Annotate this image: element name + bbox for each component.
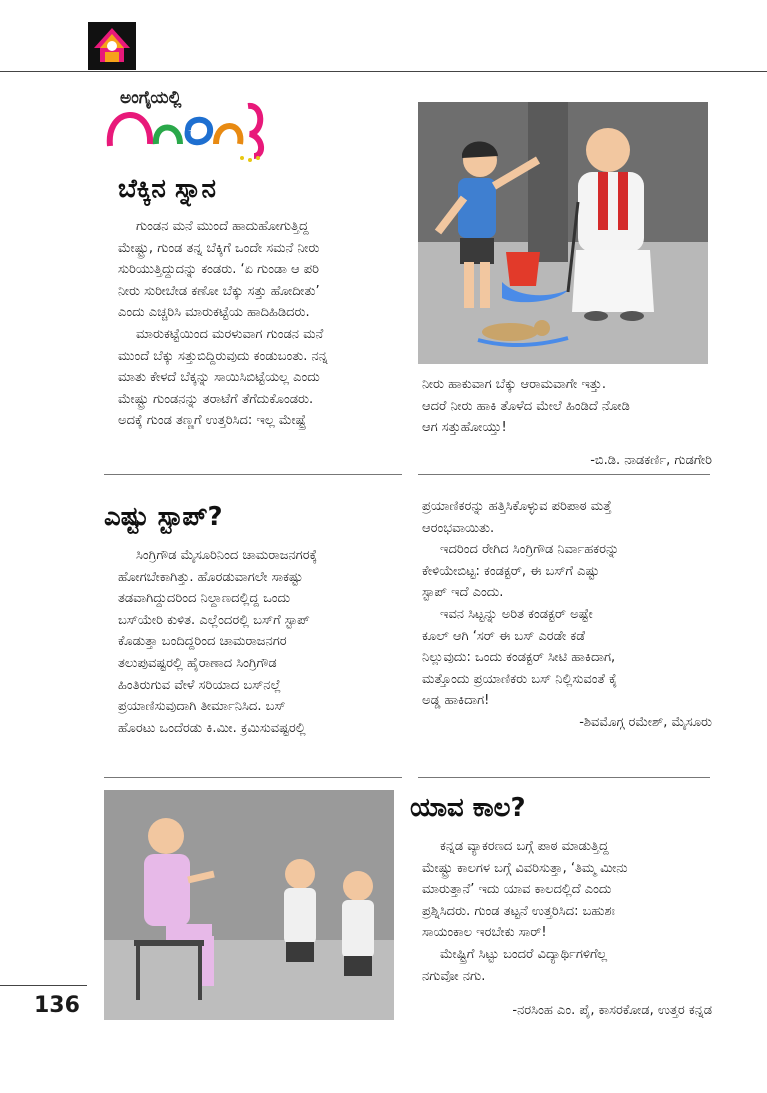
story2-body-left [118, 545, 400, 739]
masthead-small-title: ಅಂಗೈಯಲ್ಲಿ [120, 88, 182, 108]
text-line: ಕೇಳಿಯೇಬಿಟ್ಟ: ಕಂಡಕ್ಟರ್, ಈ ಬಸ್‌ಗೆ ಎಷ್ಟು [422, 563, 600, 579]
column-masthead [104, 86, 274, 166]
text-line: ತಲುಪುವಷ್ಟರಲ್ಲಿ ಹೈರಾಣಾದ ಸಿಂಗ್ರಿಗೌಡ [118, 655, 277, 671]
story1-illustration [418, 102, 708, 364]
text-line: ಇವನ ಸಿಟ್ಟನ್ನು ಅರಿತ ಕಂಡಕ್ಟರ್ ಅಷ್ಟೇ [440, 606, 593, 622]
text-line: ಇದರಿಂದ ರೇಗಿದ ಸಿಂಗ್ರಿಗೌಡ ನಿರ್ವಾಹಕರನ್ನು [440, 542, 620, 558]
header-rule [0, 71, 767, 72]
text-line: ನೀರು ಸುರೀಬೇಡ ಕಣೋ ಬೆಕ್ಕು ಸತ್ತು ಹೋದೀತು’ [118, 283, 320, 299]
text-line: ಮೇಷ್ಟ್ರಿಗೆ ಸಿಟ್ಟು ಬಂದರೆ ವಿದ್ಯಾರ್ಥಿಗಳಿಗೆಲ್ಲ [440, 946, 608, 962]
text-line: ಮೇಷ್ಟ್ರು ಗುಂಡನನ್ನು ತರಾಟೆಗೆ ತೆಗೆದುಕೊಂಡರು. [118, 391, 314, 407]
house-logo-icon [88, 22, 136, 70]
divider [418, 474, 710, 475]
story1-title: ಬೆಕ್ಕಿನ ಸ್ನಾನ [118, 174, 216, 204]
divider [104, 777, 402, 778]
story2-title: ಎಷ್ಟು ಸ್ಟಾಪ್? [104, 502, 223, 532]
text-line: ಸಿಂಗ್ರಿಗೌಡ ಮೈಸೂರಿನಿಂದ ಚಾಮರಾಜನಗರಕ್ಕೆ [136, 548, 318, 563]
text-line: ಮಾತು ಕೇಳದೆ ಬೆಕ್ಕನ್ನು ಸಾಯಿಸಿಬಿಟ್ಟೆಯಲ್ಲ ಎಂದು [118, 370, 320, 386]
story1-credit: -ಬಿ.ಡಿ. ನಾಡಕರ್ಣಿ, ಗುಡಗೇರಿ [590, 453, 712, 468]
text-line: ಕನ್ನಡ ವ್ಯಾಕರಣದ ಬಗ್ಗೆ ಪಾಠ ಮಾಡುತ್ತಿದ್ದ [440, 839, 609, 854]
text-line: ಬಸ್‌ಯೇರಿ ಕುಳಿತ. ಎಲ್ಲೆಂದರಲ್ಲಿ ಬಸ್‌ಗೆ ಸ್ಟಾಪ್ [118, 612, 310, 628]
magazine-logo [88, 22, 136, 70]
story3-illustration [104, 790, 394, 1020]
divider [104, 474, 402, 475]
text-line: ಮುಂದೆ ಬೆಕ್ಕು ಸತ್ತುಬಿದ್ದಿರುವುದು ಕಂಡುಬಂತು. ನನ್ನ [118, 348, 328, 364]
page-number-rule [0, 985, 87, 986]
text-line: ಆರಂಭವಾಯಿತು. [422, 520, 495, 536]
story3-body [422, 836, 712, 987]
divider [418, 777, 710, 778]
text-line: ಹಿಂತಿರುಗುವ ವೇಳೆ ಸರಿಯಾದ ಬಸ್‌ನಲ್ಲೆ [118, 677, 282, 693]
text-line: ಆಗ ಸತ್ತುಹೋಯ್ತು! [422, 420, 507, 436]
text-line: ಆದರೆ ನೀರು ಹಾಕಿ ತೊಳೆದ ಮೇಲೆ ಹಿಂಡಿದೆ ನೋಡಿ [422, 398, 630, 414]
text-line: ಸಾಯಂಕಾಲ ಇರಬೇಕು ಸಾರ್! [422, 925, 547, 941]
story3-credit: -ನರಸಿಂಹ ಎಂ. ಪೈ, ಕಾಸರಕೋಡ, ಉತ್ತರ ಕನ್ನಡ [512, 1003, 712, 1018]
text-line: ನಗುವೋ ನಗು. [422, 968, 486, 984]
text-line: ನೀರು ಹಾಕುವಾಗ ಬೆಕ್ಕು ಆರಾಮವಾಗೇ ಇತ್ತು. [422, 377, 607, 392]
text-line: ಮೇಷ್ಟ್ರು, ಗುಂಡ ತನ್ನ ಬೆಕ್ಕಿಗೆ ಒಂದೇ ಸಮನೆ ನೀರು [118, 240, 320, 256]
masthead-big-title [114, 110, 231, 156]
text-line: ಮೇಷ್ಟ್ರು ಕಾಲಗಳ ಬಗ್ಗೆ ವಿವರಿಸುತ್ತಾ, ‘ತಿಮ್ಮ ಮೀನು [422, 860, 628, 876]
text-line: ಹೋಗಬೇಕಾಗಿತ್ತು. ಹೊರಡುವಾಗಲೇ ಸಾಕಷ್ಟು [118, 569, 303, 585]
text-line: ಮಾರುತ್ತಾನೆ’ ಇದು ಯಾವ ಕಾಲದಲ್ಲಿದೆ ಎಂದು [422, 882, 612, 898]
page-number: 136 [34, 993, 80, 1018]
text-line: ಅಡ್ಡ ಹಾಕಿದಾಗ! [422, 693, 490, 709]
text-line: ಮಾರುಕಟ್ಟೆಯಿಂದ ಮರಳುವಾಗ ಗುಂಡನ ಮನೆ [136, 326, 324, 342]
text-line: ಸ್ಟಾಪ್ ಇದೆ ಎಂದು. [422, 585, 504, 601]
text-line: ಕೂಲ್ ಆಗಿ ‘ಸರ್ ಈ ಬಸ್ ಎರಡೇ ಕಡೆ [422, 628, 586, 644]
text-line: ಅದಕ್ಕೆ ಗುಂಡ ತಣ್ಣಗೆ ಉತ್ತರಿಸಿದ: ಇಲ್ಲ ಮೇಷ್ಟ್ರೆ [118, 413, 307, 429]
story3-title: ಯಾವ ಕಾಲ? [410, 793, 526, 823]
text-line: ತಡವಾಗಿದ್ದುದರಿಂದ ನಿಲ್ದಾಣದಲ್ಲಿದ್ದ ಒಂದು [118, 591, 291, 607]
text-line: ಗುಂಡನ ಮನೆ ಮುಂದೆ ಹಾದುಹೋಗುತ್ತಿದ್ದ [136, 219, 309, 234]
text-line: ನಿಲ್ಲುವುದು: ಒಂದು ಕಂಡಕ್ಟರ್ ಸೀಟಿ ಹಾಕಿದಾಗ, [422, 650, 616, 666]
text-line: ಎಂದು ಎಚ್ಚರಿಸಿ ಮಾರುಕಟ್ಟೆಯ ಹಾದಿಹಿಡಿದರು. [118, 305, 310, 321]
story2-body-right [422, 496, 712, 712]
text-line: ಪ್ರಯಾಣಿಸುವುದಾಗಿ ತೀರ್ಮಾನಿಸಿದ. ಬಸ್ [118, 699, 286, 715]
text-line: ಹೊರಟು ಒಂದೆರಡು ಕಿ.ಮೀ. ಕ್ರಮಿಸುವಷ್ಟರಲ್ಲಿ [118, 720, 306, 736]
text-line: ಮತ್ತೊಂದು ಪ್ರಯಾಣಿಕರು ಬಸ್ ನಿಲ್ಲಿಸುವಂತೆ ಕೈ [422, 671, 618, 687]
text-line: ಪ್ರಯಾಣಿಕರನ್ನು ಹತ್ತಿಸಿಕೊಳ್ಳುವ ಪರಿಪಾಠ ಮತ್ತೆ [422, 499, 612, 514]
story2-credit: -ಶಿವಮೊಗ್ಗ ರಮೇಶ್, ಮೈಸೂರು [579, 715, 712, 730]
story1-body-right [422, 374, 712, 439]
story1-body-left [118, 216, 400, 432]
text-line: ಸುರಿಯುತ್ತಿದ್ದುದನ್ನು ಕಂಡರು. ‘ಏ ಗುಂಡಾ ಆ ಪರಿ [118, 262, 319, 278]
text-line: ಕೊಡುತ್ತಾ ಬಂದಿದ್ದರಿಂದ ಚಾಮರಾಜನಗರ [118, 634, 287, 650]
text-line: ಪ್ರಶ್ನಿಸಿದರು. ಗುಂಡ ತಟ್ಟನೆ ಉತ್ತರಿಸಿದ: ಬಹುಶಃ [422, 903, 615, 919]
